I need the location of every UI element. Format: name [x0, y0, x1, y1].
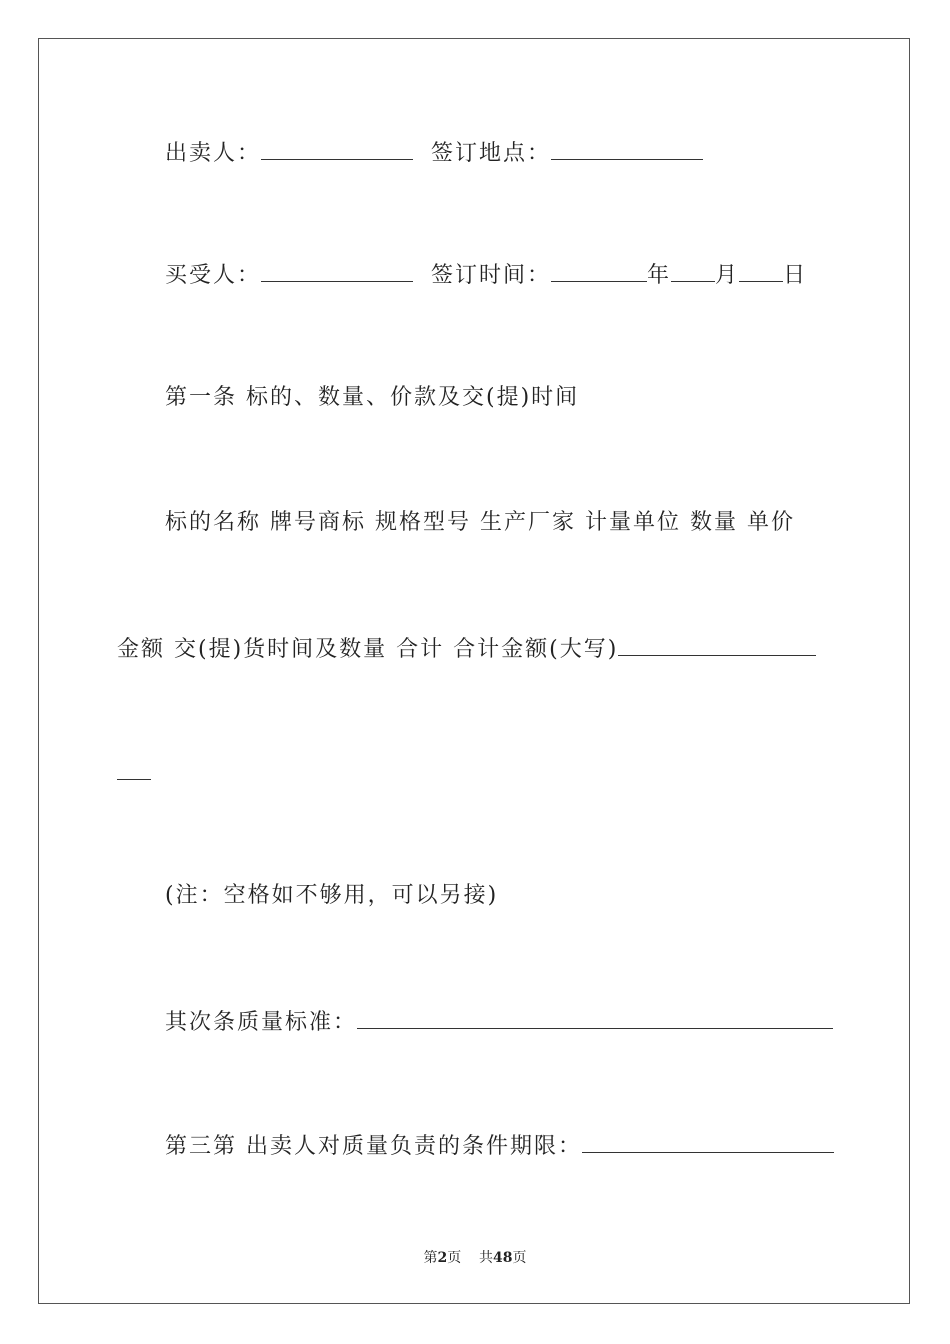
- footer-page-prefix: 第: [423, 1250, 438, 1266]
- footer-page-suffix: 页: [512, 1250, 527, 1266]
- article-1: 第一条 标的、数量、价款及交(提)时间: [165, 385, 580, 410]
- buyer-label: 买受人：: [165, 263, 262, 288]
- article-3: [165, 1130, 834, 1162]
- total-amount-blank[interactable]: [618, 633, 816, 656]
- day-blank[interactable]: [739, 259, 783, 282]
- footer-page-total: 48: [493, 1250, 513, 1266]
- seller-blank[interactable]: [261, 137, 413, 160]
- table-header-line-1: 标的名称 牌号商标 规格型号 生产厂家 计量单位 数量 单价: [165, 510, 795, 535]
- footer-page-number: 2: [437, 1250, 448, 1266]
- quality-standard-blank[interactable]: [357, 1006, 833, 1029]
- seller-line: [165, 137, 703, 169]
- table-header-text-2: 金额 交(提)货时间及数量 合计 合计金额(大写): [117, 637, 619, 662]
- time-label: 签订时间：: [431, 263, 552, 288]
- total-amount-blank-continued[interactable]: [117, 757, 151, 780]
- year-label: 年: [647, 263, 672, 288]
- article-3-label: 第三第 出卖人对质量负责的条件期限：: [165, 1134, 582, 1159]
- place-blank[interactable]: [551, 137, 703, 160]
- day-label: 日: [783, 263, 808, 288]
- buyer-blank[interactable]: [261, 259, 413, 282]
- note-line: (注：空格如不够用，可以另接): [165, 883, 499, 908]
- place-label: 签订地点：: [431, 141, 552, 166]
- article-2: [165, 1006, 833, 1038]
- page-footer: [0, 1247, 950, 1267]
- year-blank[interactable]: [551, 259, 647, 282]
- footer-page-mid: 页 共: [447, 1250, 494, 1266]
- seller-label: 出卖人：: [165, 141, 262, 166]
- month-label: 月: [715, 263, 740, 288]
- article-2-label: 其次条质量标准：: [165, 1010, 358, 1035]
- page-border: [38, 38, 910, 1304]
- table-header-line-2: [117, 633, 816, 665]
- quality-period-blank[interactable]: [582, 1130, 834, 1153]
- buyer-line: [165, 259, 807, 291]
- month-blank[interactable]: [671, 259, 715, 282]
- total-amount-continuation: [117, 757, 151, 789]
